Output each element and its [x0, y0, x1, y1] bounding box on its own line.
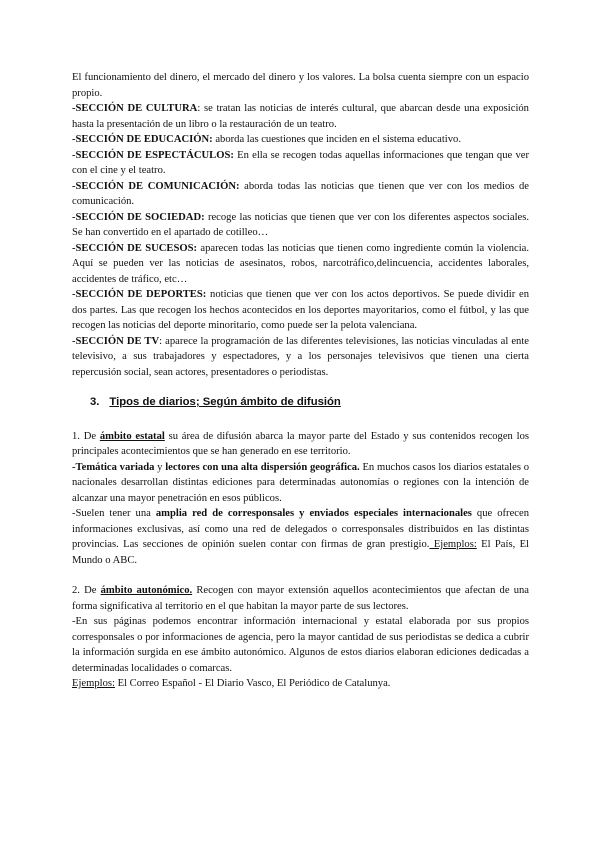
autonomico-paragraph-1	[72, 583, 529, 614]
document-page	[72, 70, 529, 692]
section-deportes	[72, 287, 529, 334]
examples-label: Ejemplos:	[429, 539, 477, 550]
text-run: 2. De	[72, 585, 101, 596]
section-label: -SECCIÓN DE DEPORTES:	[72, 289, 207, 300]
estatal-paragraph-1	[72, 429, 529, 460]
section-text: : aparece la programación de las diferentes televisiones, las noticias vinculadas al ente televisivo, a sus trabajadores y espectadores, y a los personajes televisivos que tienen una cierta repercusión social, sean actores, presentadores o periodistas.	[72, 335, 529, 378]
term-ambito-estatal: ámbito estatal	[99, 430, 165, 442]
section-sociedad	[72, 210, 529, 241]
section-text: aparecen todas las noticias que tienen como ingrediente común la violencia. Aquí se pueden ver las noticias de asesinatos, robos, narcotráfico,delincuencia, accidentes laborales, accidentes de tráfico, etc…	[72, 242, 529, 285]
section-label: -SECCIÓN DE EDUCACIÓN:	[72, 134, 213, 145]
text-run: 1. De	[72, 430, 100, 442]
section-cultura	[72, 101, 529, 132]
section-text: aborda las cuestiones que inciden en el sistema educativo.	[212, 134, 461, 145]
section-label: -SECCIÓN DE COMUNICACIÓN:	[72, 180, 240, 192]
term-tematica-variada: -Temática variada	[72, 461, 155, 473]
estatal-paragraph-3	[72, 506, 529, 568]
text-run: -Suelen tener una	[72, 508, 156, 519]
section-espectaculos	[72, 148, 529, 179]
examples-label: Ejemplos:	[72, 678, 115, 689]
section-label: -SECCIÓN DE CULTURA	[72, 103, 198, 114]
section-label: -SECCIÓN DE SOCIEDAD:	[72, 211, 205, 223]
examples-text: El País, El Mundo o ABC.	[72, 539, 530, 566]
section-label: -SECCIÓN DE SUCESOS:	[72, 242, 198, 254]
section-label: -SECCIÓN DE ESPECTÁCULOS:	[72, 149, 234, 161]
examples-text: El Correo Español - El Diario Vasco, El Periódico de Catalunya.	[114, 678, 391, 689]
section-comunicacion	[72, 179, 529, 210]
text-run: su área de difusión abarca la mayor parte del Estado y sus contenidos recogen los principales acontecimientos que se han generado en ese territorio.	[72, 430, 529, 457]
term-ambito-autonomico: ámbito autonómico.	[100, 585, 193, 596]
spacer	[72, 568, 529, 583]
text-run: que ofrecen informaciones exclusivas, así como una red de delegados o corresponsales distribuidos en las distintas provincias. Las secciones de opinión suelen contar con firmas de gran prestigio.	[72, 508, 529, 550]
text-run: En muchos casos los diarios estatales o nacionales desarrollan distintas ediciones para determinadas autonomías o regiones con la intención de alcanzar una mayor penetración en esos públicos.	[72, 461, 529, 504]
autonomico-paragraph-2: -En sus páginas podemos encontrar información internacional y estatal elaborada por sus propios corresponsales o por informaciones de agencia, pero la mayor cantidad de sus periodistas se dedica a cubrir la información surgida en ese ámbito autonómico. Algunos de estos diarios elaboran ediciones dedicadas a determinadas localidades o comarcas.	[72, 616, 529, 674]
section-text: aborda todas las noticias que tienen que ver con los medios de comunicación.	[72, 180, 529, 207]
section-text: : se tratan las noticias de interés cultural, que abarcan desde una exposición hasta la presentación de un libro o la restauración de un teatro.	[72, 103, 529, 130]
section-text: noticias que tienen que ver con los actos deportivos. Se puede dividir en dos partes. Las que recogen los hechos acontecidos en los deportes mayoritarios, como el fútbol, y las que recogen las noticias del deporte minoritario, como puede ser la pelota valenciana.	[72, 289, 529, 331]
section-tv	[72, 334, 529, 381]
text-run: Recogen con mayor extensión aquellos acontecimientos que afectan de una forma significativa al territorio en el que habitan la mayor parte de sus lectores.	[72, 585, 530, 612]
estatal-paragraph-2	[72, 460, 529, 507]
autonomico-examples	[72, 676, 529, 692]
section-educacion	[72, 132, 529, 148]
heading-text: Tipos de diarios; Según ámbito de difusión	[109, 396, 341, 408]
section-label: -SECCIÓN DE TV	[72, 335, 160, 347]
heading-number: 3.	[90, 396, 100, 408]
section-sucesos	[72, 241, 529, 288]
section-text: En ella se recogen todas aquellas informaciones que tengan que ver con el cine y el teatro.	[72, 149, 529, 176]
text-run: y	[154, 461, 166, 473]
sections-list	[72, 101, 529, 380]
term-lectores: lectores con una alta dispersión geográfica.	[165, 461, 360, 473]
term-red-corresponsales: amplia red de corresponsales y enviados especiales internacionales	[155, 508, 472, 519]
section-text: recoge las noticias que tienen que ver con los diferentes aspectos sociales. Se han convertido en el apartado de cotilleo…	[72, 211, 529, 238]
section-heading	[90, 395, 529, 411]
intro-paragraph: El funcionamiento del dinero, el mercado del dinero y los valores. La bolsa cuenta siempre con un espacio propio.	[72, 72, 529, 99]
